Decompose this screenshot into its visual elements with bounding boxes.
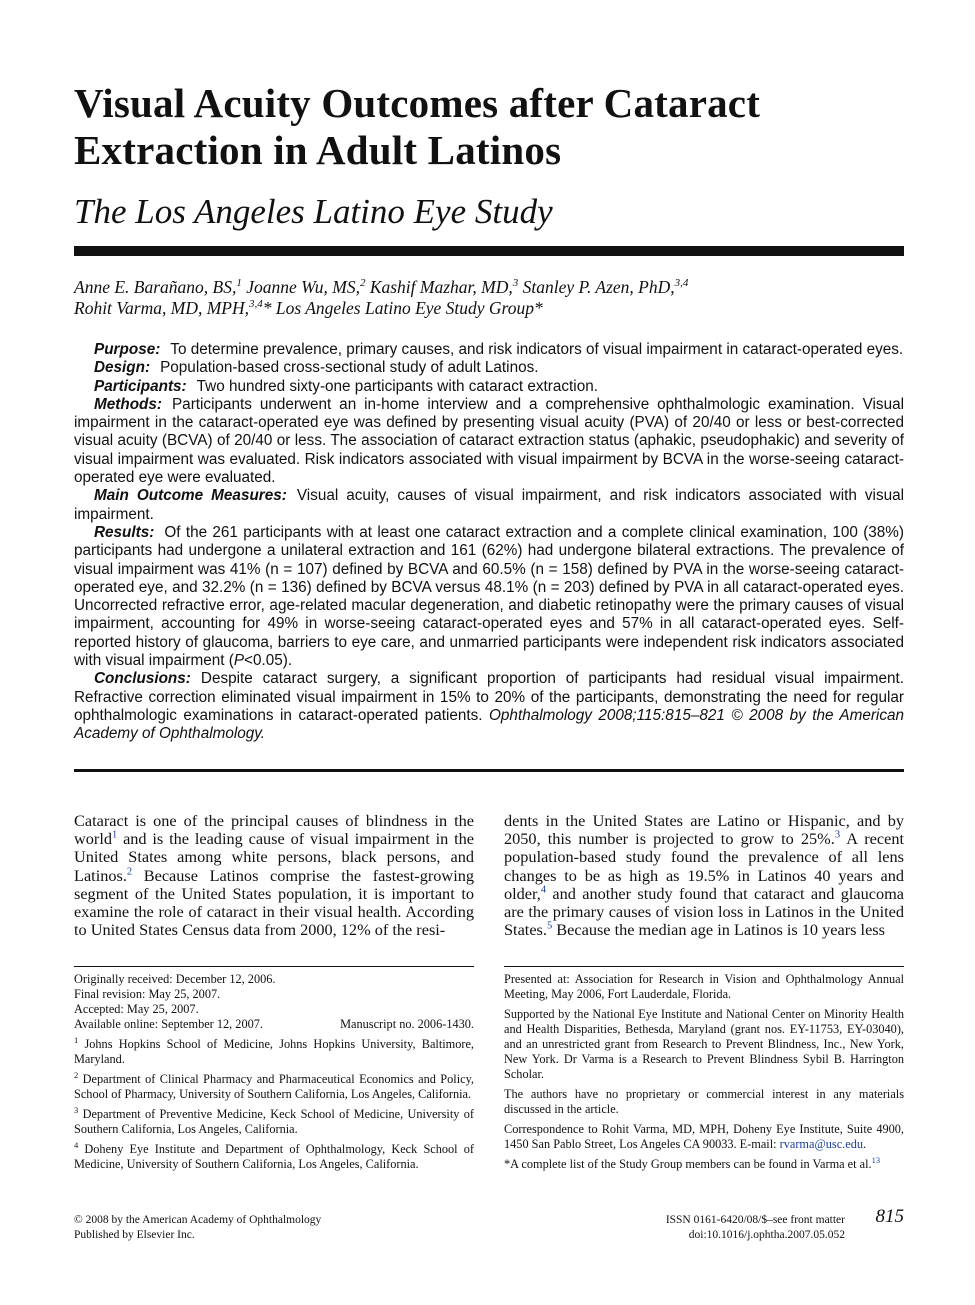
correspondence-text: Correspondence to Rohit Varma, MD, MPH, Doheny Eye Institute, Suite 4900, 1450 San Pablo Street, Los Angeles CA 90033. E-mail: <box>504 1122 904 1151</box>
body-paragraph <box>504 812 904 939</box>
title-divider <box>74 246 904 256</box>
received-date: Originally received: December 12, 2006. <box>74 972 276 986</box>
abstract-design <box>74 359 904 377</box>
correspondence-end: . <box>863 1137 867 1151</box>
reference-link[interactable]: 13 <box>871 1154 881 1165</box>
section-text: Despite cataract surgery, a significant proportion of participants had residual visual impairment. Refractive correction eliminated visual impairment in 15% to 20% of the participants, demonstrating the need for regular ophthalmologic examinations in cataract-operated patients. <box>74 670 904 724</box>
author-name: Rohit Varma, MD, MPH, <box>74 298 249 318</box>
page-number: 815 <box>875 1206 904 1227</box>
affiliation-ref: 2 <box>359 277 366 290</box>
manuscript-number: Manuscript no. 2006-1430. <box>340 1017 474 1031</box>
author-name: Joanne Wu, MS, <box>241 277 360 297</box>
author-name: Stanley P. Azen, PhD, <box>518 277 675 297</box>
affiliation-3 <box>74 1104 474 1137</box>
body-paragraph <box>74 812 474 939</box>
correspondence-note <box>504 1122 904 1152</box>
affiliation-text: Department of Clinical Pharmacy and Pharmaceutical Economics and Policy, School of Pharmacy, University of Southern California, Los Angeles, California. <box>74 1072 474 1101</box>
body-text: dents in the United States are Latino or Hispanic, and by 2050, this number is projected to grow to 25%. <box>504 811 904 849</box>
email-link[interactable]: rvarma@usc.edu <box>779 1137 864 1151</box>
section-label: Main Outcome Measures: <box>94 487 287 505</box>
abstract-participants <box>74 378 904 396</box>
abstract-divider <box>74 769 904 772</box>
study-group-text: *A complete list of the Study Group members can be found in Varma et al. <box>504 1157 872 1171</box>
article-title: Visual Acuity Outcomes after Cataract Extraction in Adult Latinos <box>74 80 761 173</box>
online-row <box>74 1017 474 1032</box>
reference-link[interactable]: 1 <box>111 829 118 841</box>
reference-link[interactable]: 5 <box>546 920 553 932</box>
body-text: Cataract is one of the principal causes of blindness in the world <box>74 811 474 849</box>
footer-right <box>560 1213 845 1243</box>
section-text: <0.05). <box>244 652 293 670</box>
section-text: Population-based cross-sectional study of adult Latinos. <box>160 359 539 377</box>
affiliation-number: 2 <box>74 1069 79 1080</box>
section-label: Results: <box>94 523 155 541</box>
journal-citation: Ophthalmology 2008;115:815–821 © 2008 by the American Academy of Ophthalmology. <box>74 706 904 743</box>
affiliation-1 <box>74 1034 474 1067</box>
affiliation-text: Department of Preventive Medicine, Keck School of Medicine, University of Southern California, Los Angeles, California. <box>74 1107 474 1136</box>
doi-line: doi:10.1016/j.ophtha.2007.05.052 <box>688 1229 845 1241</box>
body-column-left <box>74 812 474 939</box>
affiliation-ref: 3,4 <box>248 298 263 311</box>
p-value-symbol: P <box>233 652 245 670</box>
body-text: and is the leading cause of visual impairment in the United States among white persons, black persons, and Latinos. <box>74 829 474 885</box>
abstract-results <box>74 524 904 670</box>
abstract-purpose <box>74 341 904 359</box>
affiliation-number: 1 <box>74 1034 79 1045</box>
issn-line: ISSN 0161-6420/08/$–see front matter <box>665 1214 845 1226</box>
footer-left <box>74 1213 454 1243</box>
abstract-conclusions <box>74 670 904 743</box>
author-list <box>74 277 904 319</box>
affiliation-ref: 3 <box>512 277 519 290</box>
affiliation-2 <box>74 1069 474 1102</box>
footnotes-right <box>504 972 904 1177</box>
section-text: Of the 261 participants with at least one cataract extraction and a complete clinical examination, 100 (38%) participants had undergone a unilateral extraction and 161 (62%) had undergone bilateral extractions. The prevalence of visual impairment was 41% (n = 107) defined by BCVA and 60.5% (n = 158) defined by PVA in the worse-seeing cataract-operated eye, and 32.2% (n = 136) defined by BCVA versus 48.1% (n = 203) defined by PVA in all cataract-operated eyes. Uncorrected refractive error, age-related macular degeneration, and diabetic retinopathy were the primary causes of visual impairment, accounting for 49% in worse-seeing cataract-operated eyes and 57% in all cataract-operated eyes. Self-reported history of glaucoma, barriers to eye care, and unmarried participants were independent risk indicators associated with visual impairment ( <box>74 523 904 670</box>
body-text: Because the median age in Latinos is 10 years less <box>552 920 885 940</box>
body-text: A recent population-based study found the prevalence of all lens changes to be as high as 19.5% in Latinos 40 years and older, <box>504 829 904 903</box>
footnotes-left <box>74 972 474 1177</box>
affiliation-number: 4 <box>74 1139 79 1150</box>
publisher-line: Published by Elsevier Inc. <box>74 1229 195 1241</box>
author-name: Anne E. Barañano, BS, <box>74 277 237 297</box>
affiliation-ref: 1 <box>236 277 242 290</box>
abstract-methods <box>74 396 904 487</box>
body-text: Because Latinos comprise the fastest-growing segment of the United States population, it is important to examine the role of cataract in their visual health. According to United States Census data from 2000, 12% of the resi- <box>74 865 474 940</box>
affiliation-text: Johns Hopkins School of Medicine, Johns Hopkins University, Baltimore, Maryland. <box>74 1037 474 1066</box>
accepted-date: Accepted: May 25, 2007. <box>74 1002 199 1016</box>
online-date: Available online: September 12, 2007. <box>74 1017 263 1031</box>
section-text: Participants underwent an in-home interview and a comprehensive ophthalmologic examination. Visual impairment in the cataract-operated eye was defined by presenting visual acuity (PVA) of 20/40 or less or best-corrected visual acuity (BCVA) of 20/40 or less. The association of cataract extraction status (aphakic, pseudophakic) and severity of visual impairment was evaluated. Risk indicators associated with visual impairment by BCVA in the worse-seeing cataract-operated eye were evaluated. <box>74 395 904 487</box>
presented-note: Presented at: Association for Research in Vision and Ophthalmology Annual Meeting, May 2006, Fort Lauderdale, Florida. <box>504 972 904 1001</box>
funding-note: Supported by the National Eye Institute and National Center on Minority Health and Health Disparities, Bethesda, Maryland (grant nos. EY-11753, EY-03040), and an unrestricted grant from Research to Prevent Blindness, Inc., New York, New York. Dr Varma is a Research to Prevent Blindness Sybil B. Harrington Scholar. <box>504 1007 904 1081</box>
section-label: Design: <box>94 359 151 377</box>
reference-link[interactable]: 3 <box>834 829 841 841</box>
section-text: Two hundred sixty-one participants with cataract extraction. <box>196 377 598 395</box>
body-column-right <box>504 812 904 939</box>
affiliation-ref: 3,4 <box>674 277 689 290</box>
affiliation-number: 3 <box>74 1104 79 1115</box>
reference-link[interactable]: 4 <box>540 884 547 896</box>
footnote-divider-left <box>74 966 474 967</box>
author-name: Kashif Mazhar, MD, <box>365 277 513 297</box>
footnote-divider-right <box>504 966 904 967</box>
reference-link[interactable]: 2 <box>126 866 133 878</box>
copyright-line: © 2008 by the American Academy of Ophthalmology <box>74 1214 322 1226</box>
section-label: Purpose: <box>94 341 161 358</box>
section-label: Conclusions: <box>94 670 191 688</box>
affiliation-4 <box>74 1139 474 1172</box>
interest-note: The authors have no proprietary or commercial interest in any materials discussed in the article. <box>504 1087 904 1116</box>
section-text: To determine prevalence, primary causes, and risk indicators of visual impairment in cataract-operated eyes. <box>170 341 904 358</box>
section-label: Participants: <box>94 377 187 395</box>
affiliation-text: Doheny Eye Institute and Department of Ophthalmology, Keck School of Medicine, University of Southern California, Los Angeles, California. <box>74 1142 474 1171</box>
section-label: Methods: <box>94 395 162 413</box>
abstract-main-outcome <box>74 487 904 524</box>
revision-date: Final revision: May 25, 2007. <box>74 987 221 1001</box>
abstract <box>74 341 904 744</box>
article-subtitle: The Los Angeles Latino Eye Study <box>74 192 553 231</box>
study-group-note <box>504 1154 904 1172</box>
study-group: * Los Angeles Latino Eye Study Group* <box>262 298 543 318</box>
section-text: Visual acuity, causes of visual impairment, and risk indicators associated with visual impairment. <box>74 487 905 523</box>
body-text: and another study found that cataract and glaucoma are the primary causes of vision loss in Latinos in the United States. <box>504 883 904 940</box>
